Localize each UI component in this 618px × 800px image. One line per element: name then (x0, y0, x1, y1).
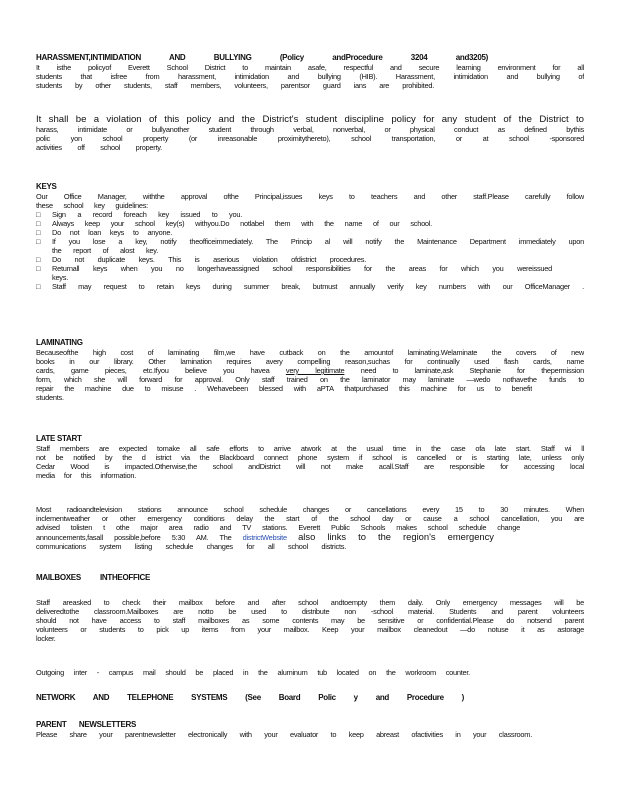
laminating-line-4: form, which she will forward for approval. Only staff trained on the laminator may laminate —wedo nothavethe funds to (36, 375, 584, 384)
late-start-section (36, 434, 584, 480)
harassment-section (36, 53, 584, 90)
keys-list-item: □ Sign a record foreach key issued to you. (36, 210, 242, 219)
keys-list-item: □ Staff may request to retain keys during summer break, butmust annually verify key numbers with our OfficeManager . (36, 282, 584, 291)
outgoing-mail (36, 668, 584, 677)
keys-list-item: □ Do not duplicate keys. This is aserious violation ofdistrict procedures. (36, 255, 366, 264)
network-heading: NETWORK AND TELEPHONE SYSTEMS (See Board Polic y and Procedure ) (36, 693, 464, 702)
underlined-phrase: very legitimate (285, 366, 345, 375)
checkbox-bullet-icon: □ (36, 264, 41, 273)
mailboxes-line-1: Staff areasked to check their mailbox before and after school andtoempty them daily. Only emergency messages will be (36, 598, 584, 607)
network-section (36, 693, 584, 703)
mailboxes-line-3: should not have access to staff mailboxes as some contents may be sensitive or confidential.Please do notsend parent (36, 616, 584, 625)
mailboxes-line-5: locker. (36, 634, 56, 643)
harassment-line-2: students that isfree from harassment, intimidation and bullying (HIB). Harassment, intimidation and bullying of (36, 72, 584, 81)
keys-intro-1: Our Office Manager, withthe approval ofthe Principal,issues keys to teachers and other staff.Please carefully follow (36, 192, 584, 201)
checkbox-bullet-icon: □ (36, 237, 41, 246)
late-start-announcements (36, 505, 584, 551)
keys-list-item: □ Returnall keys when you no longerhaveassigned school responsibilities for the areas for which you wereissued keys. (36, 264, 552, 282)
keys-list-item: □ Always keep your school key(s) withyou.Do notlabel them with the name of our school. (36, 219, 432, 228)
newsletters-section (36, 720, 584, 739)
late-start-line-2: not be notified by the d istrict via the Blackboard connect phone system if school is cancelled or is starting late, unless only (36, 453, 584, 462)
violation-line-2: harass, intimidate or bullyanother student through verbal, nonverbal, or physical conduct as defined bythis (36, 125, 584, 134)
violation-line-3: polic yon school property (or inreasonable proximitythereto), school transportation, or at school -sponsored (36, 134, 584, 143)
laminating-line-2: books in our library. Other lamination requires avery compelling reason,suchas for continually used flash cards, name (36, 357, 584, 366)
harassment-line-1: It isthe policyof Everett School District to maintain asafe, respectful and secure learning environment for all (36, 63, 584, 72)
mailboxes-heading: MAILBOXES INTHEOFFICE (36, 573, 150, 582)
announce-line-2: inclementweather or other emergency conditions delay the start of the school day or cause a school cancellation, you are (36, 514, 584, 523)
violation-section (36, 114, 584, 152)
checkbox-bullet-icon: □ (36, 228, 41, 237)
late-start-heading: LATE START (36, 434, 82, 443)
mailboxes-section (36, 573, 584, 583)
violation-line-4: activities off school property. (36, 143, 162, 152)
newsletters-heading: PARENT NEWSLETTERS (36, 720, 136, 729)
laminating-line-6: students. (36, 393, 64, 402)
mailboxes-line-4: volunteers or students to pick up items from your mailbox. Keep your mailbox cleanedout —do notuse it as astorage (36, 625, 584, 634)
laminating-line-1: Becauseofthe high cost of laminating film,we have cutback on the amountof laminating.Welaminate the covers of new (36, 348, 584, 357)
keys-list-item: □ If you lose a key, notify theofficeimmediately. The Princip al will notify the Maintenance Department immediately upon the report of alost key. (36, 237, 584, 255)
late-start-line-3: Cedar Wood is impacted.Otherwise,the school andDistrict will not make acall.Staff are responsible for accessing local (36, 462, 584, 471)
laminating-section (36, 338, 584, 402)
harassment-heading: HARASSMENT,INTIMIDATION AND BULLYING (Policy andProcedure 3204 and3205) (36, 53, 488, 62)
laminating-heading: LAMINATING (36, 338, 83, 347)
district-website-link[interactable]: districtWebsite (242, 533, 287, 542)
checkbox-bullet-icon: □ (36, 282, 41, 291)
keys-section (36, 182, 584, 291)
mailboxes-body (36, 598, 584, 643)
outgoing-line: Outgoing inter - campus mail should be placed in the aluminum tub located on the workroom counter. (36, 668, 470, 677)
laminating-line-3: cards, game pieces, etc.Ifyou believe you havea very legitimate need to laminate,ask Stephanie for thepermission (36, 366, 584, 375)
announce-line-1: Most radioandtelevision stations announce school schedule changes or cancellations every 15 to 30 minutes. When (36, 505, 584, 514)
harassment-line-3: students by other students, staff members, volunteers, parentsor guard ians are prohibited. (36, 81, 434, 90)
laminating-line-5: repair the machine due to misuse . Wehavebeen blessed with aPTA thatpurchased this machine for us to benefit (36, 384, 532, 393)
announce-line-5: communications system listing schedule changes for all school districts. (36, 542, 346, 551)
mailboxes-line-2: deliveredtothe classroom.Mailboxes are notto be used to distribute non -school material. Students and parent volunteers (36, 607, 584, 616)
announce-line-4: announcements,fasall possible,before 5:30 AM. The districtWebsite also links to the region's emergency (36, 532, 494, 542)
emphasis-text: also links to the region's emergency (298, 532, 494, 542)
keys-heading: KEYS (36, 182, 57, 191)
late-start-line-1: Staff members are expected tomake all safe efforts to arrive atwork at the usual time in the case ofa late start. Staff wi ll (36, 444, 584, 453)
keys-list-item: □ Do not loan keys to anyone. (36, 228, 172, 237)
newsletters-line: Please share your parentnewsletter electronically with your evaluator to keep abreast ofactivities in your classroom. (36, 730, 532, 739)
violation-lead: It shall be a violation of this policy and the District's student discipline policy for any student of the District to (36, 114, 584, 125)
checkbox-bullet-icon: □ (36, 255, 41, 264)
announce-line-3: advised tolisten t othe major area radio and TV stations. Everett Public Schools makes school schedule change (36, 523, 520, 532)
checkbox-bullet-icon: □ (36, 219, 41, 228)
keys-intro-2: these school key guidelines: (36, 201, 148, 210)
late-start-line-4: media for this information. (36, 471, 136, 480)
checkbox-bullet-icon: □ (36, 210, 41, 219)
